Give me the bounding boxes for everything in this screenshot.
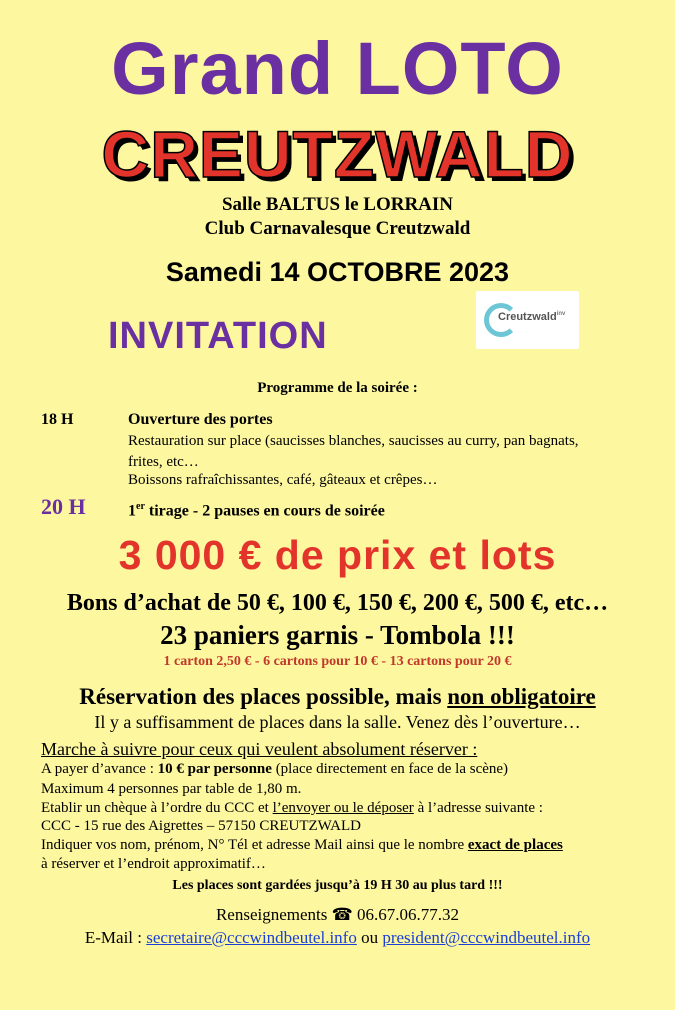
reservation-note: Il y a suffisamment de places dans la salle. Venez dès l’ouverture… (94, 712, 581, 732)
carton-prices: 1 carton 2,50 € - 6 cartons pour 10 € - 13 cartons pour 20 € (163, 654, 512, 669)
invitation-label: INVITATION (108, 315, 328, 357)
reservation-title: Réservation des places possible, mais non obligatoire (79, 684, 596, 709)
info-line: Indiquer vos nom, prénom, N° Tél et adresse Mail ainsi que le nombre exact de places (41, 837, 563, 853)
procedure-heading: Marche à suivre pour ceux qui veulent absolument réserver : (41, 739, 478, 759)
food-detail-line1: Restauration sur place (saucisses blanches, saucisses au curry, pan bagnats, (128, 433, 579, 449)
address-line: CCC - 15 rue des Aigrettes – 57150 CREUTZWALD (41, 818, 361, 834)
event-first-draw: 1er tirage - 2 pauses en cours de soirée (128, 501, 385, 520)
email-link-president[interactable]: president@cccwindbeutel.info (382, 928, 591, 947)
cheque-line: Etablir un chèque à l’ordre du CCC et l’envoyer ou le déposer à l’adresse suivante : (41, 800, 543, 816)
phone-icon: ☎ (331, 905, 353, 924)
contact-phone: Renseignements ☎ 06.67.06.77.32 (215, 905, 460, 924)
info-line-2: à réserver et l’endroit approximatif… (41, 856, 266, 872)
payment-line: A payer d’avance : 10 € par personne (place directement en face de la scène) (41, 761, 509, 777)
drinks-detail: Boissons rafraîchissantes, café, gâteaux et crêpes… (128, 472, 438, 488)
event-date: Samedi 14 OCTOBRE 2023 (165, 257, 510, 287)
vouchers-line: Bons d’achat de 50 €, 100 €, 150 €, 200 €, 500 €, etc… (66, 590, 609, 616)
club-name: Club Carnavalesque Creutzwald (204, 218, 471, 239)
baskets-line: 23 paniers garnis - Tombola !!! (160, 620, 515, 650)
event-doors-open: Ouverture des portes (128, 411, 273, 428)
time-18h: 18 H (41, 411, 74, 428)
food-detail-line2: frites, etc… (128, 454, 199, 470)
creutzwald-logo (476, 291, 579, 349)
prize-headline: 3 000 € de prix et lots (118, 532, 557, 578)
contact-email: E-Mail : secretaire@cccwindbeutel.info ou president@cccwindbeutel.info (84, 928, 591, 947)
logo-text: Creutzwald$^{inv}$ (498, 311, 566, 323)
time-20h: 20 H (41, 494, 86, 519)
table-max-line: Maximum 4 personnes par table de 1,80 m. (41, 781, 302, 797)
event-title: Grand LOTO (111, 27, 564, 110)
venue-name: Salle BALTUS le LORRAIN (221, 194, 454, 215)
city-title: CREUTZWALD (101, 117, 574, 191)
program-title: Programme de la soirée : (257, 380, 418, 396)
email-link-secretaire[interactable]: secretaire@cccwindbeutel.info (146, 928, 357, 947)
places-kept-note: Les places sont gardées jusqu’à 19 H 30 au plus tard !!! (172, 878, 503, 893)
